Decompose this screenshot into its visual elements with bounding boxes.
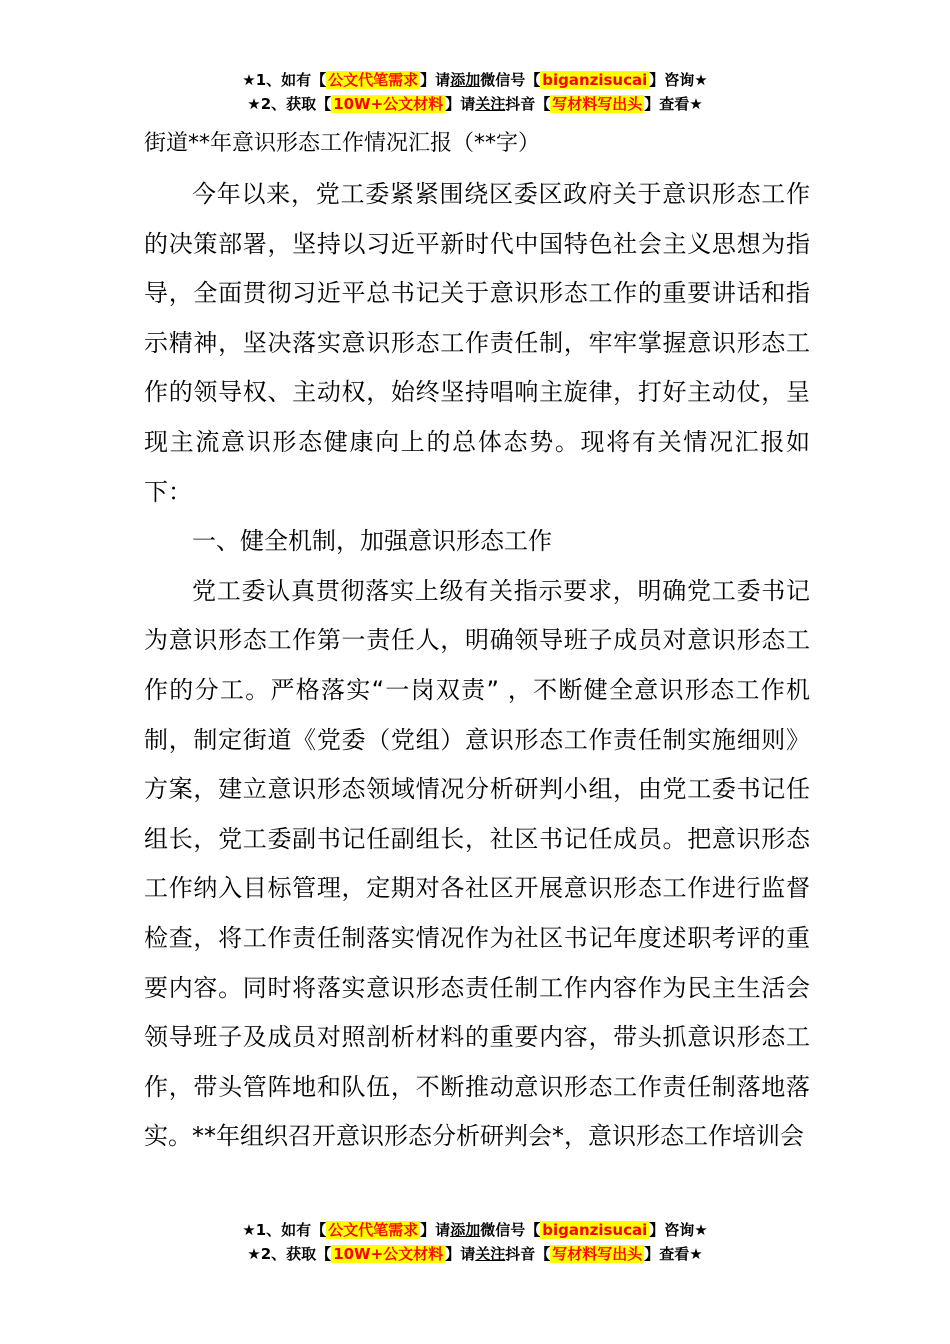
promo-line-2: ★2、获取【 10W+公文材料 】请关注抖音【 写材料写出头 】查看★ (247, 95, 703, 113)
promo-underlined-follow: 关注 (475, 1245, 506, 1263)
promo-line-1: ★1、如有【 公文代笔需求 】请添加微信号【 biganzisucai 】咨询★ (242, 1221, 708, 1239)
promo-highlight-materials: 10W+公文材料 (333, 95, 444, 113)
promo-underlined-add: 添加 (450, 71, 481, 89)
promo-highlight-wechat-id: biganzisucai (542, 71, 648, 89)
header-promo-banner (0, 68, 950, 116)
section-heading-1: 一、健全机制，加强意识形态工作 (192, 527, 552, 556)
promo-highlight-service: 公文代笔需求 (328, 1221, 419, 1239)
promo-highlight-douyin: 写材料写出头 (552, 1245, 643, 1263)
body-paragraph-1: 党工委认真贯彻落实上级有关指示要求，明确党工委书记为意识形态工作第一责任人，明确领导班子成员对意识形态工作的分工。严格落实“一岗双责” ，不断健全意识形态工作机制，制定街道《党委（党组）意识形态工作责任制实施细则》方案，建立意识形态领域情况分析研判小组，由党工委书记任组长，党工委副书记任副组长，社区书记任成员。把意识形态工作纳入目标管理，定期对各社区开展意识形态工作进行监督检查，将工作责任制落实情况作为社区书记年度述职考评的重要内容。同时将落实意识形态责任制工作内容作为民主生活会领导班子及成员对照剖析材料的重要内容，带头抓意识形态工作，带头管阵地和队伍，不断推动意识形态工作责任制落地落实。**年组织召开意识形态分析研判会*，意识形态工作培训会 (144, 576, 810, 1151)
promo-underlined-follow: 关注 (475, 95, 506, 113)
body-paragraph-intro: 今年以来，党工委紧紧围绕区委区政府关于意识形态工作的决策部署，坚持以习近平新时代中国特色社会主义思想为指导，全面贯彻习近平总书记关于意识形态工作的重要讲话和指示精神，坚决落实意识形态工作责任制，牢牢掌握意识形态工作的领导权、主动权，始终坚持唱响主旋律，打好主动仗，呈现主流意识形态健康向上的总体态势。现将有关情况汇报如下： (144, 180, 810, 506)
promo-highlight-wechat-id: biganzisucai (542, 1221, 648, 1239)
promo-highlight-materials: 10W+公文材料 (333, 1245, 444, 1263)
promo-line-1: ★1、如有【 公文代笔需求 】请添加微信号【 biganzisucai 】咨询★ (242, 71, 708, 89)
document-title: 街道**年意识形态工作情况汇报（**字） (144, 131, 541, 156)
promo-highlight-douyin: 写材料写出头 (552, 95, 643, 113)
promo-highlight-service: 公文代笔需求 (328, 71, 419, 89)
footer-promo-banner (0, 1218, 950, 1266)
promo-line-2: ★2、获取【 10W+公文材料 】请关注抖音【 写材料写出头 】查看★ (247, 1245, 703, 1263)
document-body (144, 170, 810, 1162)
promo-underlined-add: 添加 (450, 1221, 481, 1239)
